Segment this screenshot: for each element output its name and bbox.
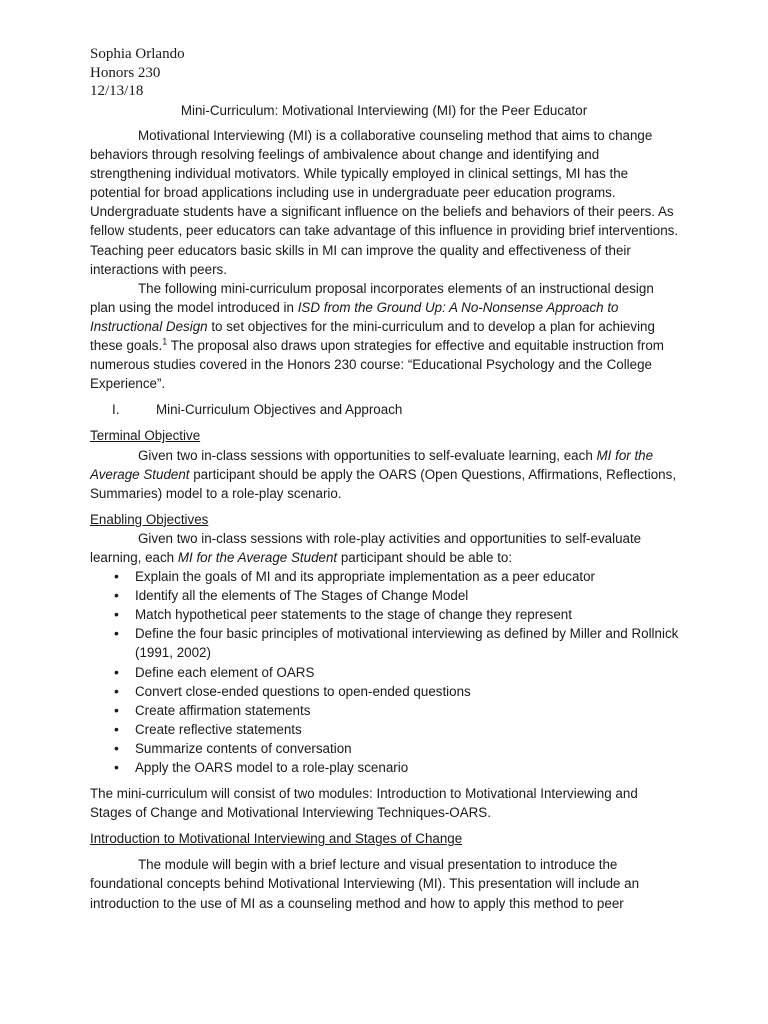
list-item: • Create reflective statements [90,720,680,739]
document-title: Mini-Curriculum: Motivational Interviewing (MI) for the Peer Educator [180,103,588,118]
course-name: Honors 230 [90,64,161,81]
module-1-paragraph: The module will begin with a brief lecture and visual presentation to introduce the foundational concepts behind Motivational Interviewing (MI). This presentation will include an introduction to the use of MI as a counseling method and how to apply this method to peer [90,857,640,911]
list-item: • Explain the goals of MI and its appropriate implementation as a peer educator [90,567,680,586]
list-item: • Identify all the elements of The Stages of Change Model [90,586,680,605]
intro-p2-text-c: The proposal also draws upon strategies for effective and equitable instruction from numerous studies covered in the Honors 230 course: “Educational Psychology and the College Experience”. [90,338,664,392]
list-item: • Apply the OARS model to a role-play scenario [90,758,680,777]
list-item: • Summarize contents of conversation [90,739,680,758]
intro-paragraph-1: Motivational Interviewing (MI) is a collaborative counseling method that aims to change behaviors through resolving feelings of ambivalence about change and identifying and strengthening individual motivators. While typically employed in clinical settings, MI has the potential for broad applications including use in undergraduate peer education programs. Undergraduate students have a significant influence on the beliefs and behaviors of their peers. As fellow students, peer educators can take advantage of this influence in providing brief interventions. Teaching peer educators basic skills in MI can improve the quality and effectiveness of their interactions with peers. [90,128,679,277]
author-name: Sophia Orlando [90,46,185,62]
intro-p2-text-a: The following mini-curriculum proposal incorporates elements of an instructional design plan using the model introduced in [90,280,654,315]
terminal-objective-heading: Terminal Objective [90,428,201,444]
intro-paragraph-2 [90,279,680,394]
enabling-text-b: participant should be able to: [337,549,513,565]
list-item: • Convert close-ended questions to open-ended questions [90,682,680,701]
enabling-objectives-text [90,529,680,567]
document-header [90,45,185,101]
list-item: • Create affirmation statements [90,701,680,720]
footnote-marker[interactable]: 1 [162,336,168,347]
module-1-heading: Introduction to Motivational Interviewing and Stages of Change [90,831,463,847]
modules-paragraph: The mini-curriculum will consist of two modules: Introduction to Motivational Interviewing and Stages of Change and Motivational Interviewing Techniques-OARS. [90,786,638,821]
terminal-text-a: Given two in-class sessions with opportunities to self-evaluate learning, each [138,447,597,463]
objectives-list [90,567,680,777]
list-item: • Match hypothetical peer statements to the stage of change they represent [90,605,680,624]
list-item: • Define the four basic principles of motivational interviewing as defined by Miller and Rollnick (1991, 2002) [90,624,680,662]
list-item: • Define each element of OARS [90,663,680,682]
document-date: 12/13/18 [90,83,144,99]
section-heading-1 [90,400,680,419]
terminal-course-title: MI for the Average Student [90,447,654,482]
section-title: Mini-Curriculum Objectives and Approach [156,402,403,418]
enabling-course-title: MI for the Average Student [177,549,338,565]
enabling-text-a: Given two in-class sessions with role-play activities and opportunities to self-evaluate learning, each [90,530,642,565]
book-title: ISD from the Ground Up: A No-Nonsense Approach to Instructional Design [90,299,619,334]
enabling-objectives-heading: Enabling Objectives [90,511,209,527]
document-body [90,126,680,913]
terminal-text-b: participant should be apply the OARS (Open Questions, Affirmations, Reflections, Summaries) model to a role-play scenario. [90,466,677,501]
terminal-objective-text [90,446,680,503]
section-number: I. [112,402,120,418]
intro-p2-text-b: to set objectives for the mini-curriculum and to develop a plan for achieving these goals. [90,318,655,354]
